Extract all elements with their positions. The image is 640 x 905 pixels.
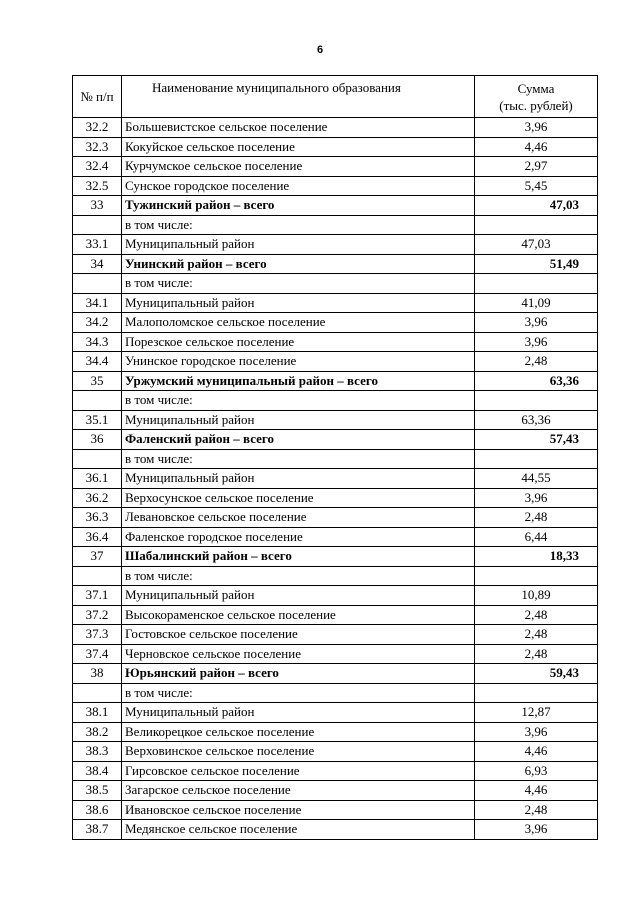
row-sum: 47,03 — [475, 235, 598, 255]
table-row — [73, 800, 598, 820]
table-header — [73, 76, 598, 118]
row-sum: 59,43 — [475, 664, 598, 684]
column-header-sum-line2: (тыс. рублей) — [499, 97, 573, 113]
column-header-sum — [475, 76, 598, 118]
table-row — [73, 605, 598, 625]
row-sum: 2,97 — [475, 157, 598, 177]
table-row — [73, 293, 598, 313]
row-sum — [475, 566, 598, 586]
header-row — [73, 76, 598, 118]
row-name: в том числе: — [122, 391, 475, 411]
row-sum: 10,89 — [475, 586, 598, 606]
row-sum: 47,03 — [475, 196, 598, 216]
table-row — [73, 235, 598, 255]
row-number: 35 — [73, 371, 122, 391]
row-number: 38.4 — [73, 761, 122, 781]
row-name: Черновское сельское поселение — [122, 644, 475, 664]
budget-table — [72, 75, 598, 840]
table-row — [73, 761, 598, 781]
row-sum: 3,96 — [475, 820, 598, 840]
row-number — [73, 566, 122, 586]
row-number: 37.3 — [73, 625, 122, 645]
row-number: 38.2 — [73, 722, 122, 742]
row-sum: 2,48 — [475, 605, 598, 625]
row-sum — [475, 449, 598, 469]
row-sum: 51,49 — [475, 254, 598, 274]
row-number: 32.3 — [73, 137, 122, 157]
row-number — [73, 215, 122, 235]
table-row — [73, 508, 598, 528]
row-number: 34.1 — [73, 293, 122, 313]
table-row — [73, 410, 598, 430]
row-sum: 63,36 — [475, 410, 598, 430]
row-number: 36.3 — [73, 508, 122, 528]
row-number: 38.3 — [73, 742, 122, 762]
row-name: Ивановское сельское поселение — [122, 800, 475, 820]
row-number: 38 — [73, 664, 122, 684]
table-row — [73, 176, 598, 196]
row-sum: 44,55 — [475, 469, 598, 489]
row-number: 33 — [73, 196, 122, 216]
row-name: Муниципальный район — [122, 469, 475, 489]
table-row — [73, 703, 598, 723]
row-sum: 5,45 — [475, 176, 598, 196]
row-name: в том числе: — [122, 215, 475, 235]
row-number: 36.4 — [73, 527, 122, 547]
row-name: Муниципальный район — [122, 235, 475, 255]
row-sum: 2,48 — [475, 800, 598, 820]
row-number: 34.4 — [73, 352, 122, 372]
page-number: 6 — [316, 44, 324, 56]
table-row — [73, 352, 598, 372]
row-sum: 63,36 — [475, 371, 598, 391]
row-number: 38.1 — [73, 703, 122, 723]
table-row — [73, 254, 598, 274]
table-row — [73, 449, 598, 469]
row-sum: 3,96 — [475, 118, 598, 138]
row-name: Высокораменское сельское поселение — [122, 605, 475, 625]
row-sum: 12,87 — [475, 703, 598, 723]
row-name: Медянское сельское поселение — [122, 820, 475, 840]
row-number: 38.7 — [73, 820, 122, 840]
column-header-name: Наименование муниципального образования — [122, 76, 475, 118]
table-body — [73, 118, 598, 840]
row-name: Порезское сельское поселение — [122, 332, 475, 352]
row-number — [73, 391, 122, 411]
row-number: 34.3 — [73, 332, 122, 352]
table-row — [73, 527, 598, 547]
table-row — [73, 625, 598, 645]
column-header-number: № п/п — [73, 76, 122, 118]
row-number — [73, 274, 122, 294]
row-name: Унинский район – всего — [122, 254, 475, 274]
table-row — [73, 781, 598, 801]
table-row — [73, 215, 598, 235]
row-name: Малополомское сельское поселение — [122, 313, 475, 333]
row-name: Юрьянский район – всего — [122, 664, 475, 684]
row-sum: 3,96 — [475, 722, 598, 742]
row-sum: 6,93 — [475, 761, 598, 781]
table-row — [73, 683, 598, 703]
row-name: Фаленское городское поселение — [122, 527, 475, 547]
column-header-sum-line1: Сумма — [517, 80, 555, 96]
row-name: Гостовское сельское поселение — [122, 625, 475, 645]
row-sum: 3,96 — [475, 313, 598, 333]
row-sum — [475, 683, 598, 703]
row-name: Муниципальный район — [122, 703, 475, 723]
row-sum: 4,46 — [475, 137, 598, 157]
row-name: Большевистское сельское поселение — [122, 118, 475, 138]
table-row — [73, 313, 598, 333]
table-row — [73, 664, 598, 684]
row-number: 36.2 — [73, 488, 122, 508]
row-sum: 3,96 — [475, 332, 598, 352]
row-name: Кокуйское сельское поселение — [122, 137, 475, 157]
table-row — [73, 820, 598, 840]
row-name: Фаленский район – всего — [122, 430, 475, 450]
row-name: Загарское сельское поселение — [122, 781, 475, 801]
row-name: Курчумское сельское поселение — [122, 157, 475, 177]
row-sum: 2,48 — [475, 625, 598, 645]
row-name: Муниципальный район — [122, 586, 475, 606]
row-name: Верхосунское сельское поселение — [122, 488, 475, 508]
row-name: в том числе: — [122, 566, 475, 586]
table-row — [73, 547, 598, 567]
table-row — [73, 157, 598, 177]
row-name: в том числе: — [122, 449, 475, 469]
row-sum: 2,48 — [475, 352, 598, 372]
table-row — [73, 118, 598, 138]
table-row — [73, 196, 598, 216]
row-sum — [475, 391, 598, 411]
row-number — [73, 683, 122, 703]
row-sum: 4,46 — [475, 781, 598, 801]
row-number: 33.1 — [73, 235, 122, 255]
row-name: Муниципальный район — [122, 293, 475, 313]
row-name: в том числе: — [122, 683, 475, 703]
row-number — [73, 449, 122, 469]
table-row — [73, 586, 598, 606]
row-number: 36 — [73, 430, 122, 450]
row-number: 37.1 — [73, 586, 122, 606]
row-name: Верховинское сельское поселение — [122, 742, 475, 762]
row-sum: 41,09 — [475, 293, 598, 313]
table-row — [73, 566, 598, 586]
row-name: Тужинский район – всего — [122, 196, 475, 216]
row-number: 32.4 — [73, 157, 122, 177]
table-row — [73, 722, 598, 742]
row-number: 32.2 — [73, 118, 122, 138]
row-sum: 4,46 — [475, 742, 598, 762]
row-number: 35.1 — [73, 410, 122, 430]
row-number: 37.2 — [73, 605, 122, 625]
table-row — [73, 469, 598, 489]
row-sum: 18,33 — [475, 547, 598, 567]
row-number: 37 — [73, 547, 122, 567]
row-name: Гирсовское сельское поселение — [122, 761, 475, 781]
table-row — [73, 644, 598, 664]
row-sum: 3,96 — [475, 488, 598, 508]
row-name: Левановское сельское поселение — [122, 508, 475, 528]
row-sum: 2,48 — [475, 508, 598, 528]
row-sum: 57,43 — [475, 430, 598, 450]
row-name: Сунское городское поселение — [122, 176, 475, 196]
table-row — [73, 137, 598, 157]
table-row — [73, 274, 598, 294]
row-number: 34 — [73, 254, 122, 274]
row-number: 38.6 — [73, 800, 122, 820]
row-name: Великорецкое сельское поселение — [122, 722, 475, 742]
table-row — [73, 742, 598, 762]
row-number: 37.4 — [73, 644, 122, 664]
row-number: 36.1 — [73, 469, 122, 489]
row-number: 38.5 — [73, 781, 122, 801]
row-sum — [475, 274, 598, 294]
row-name: Уржумский муниципальный район – всего — [122, 371, 475, 391]
row-name: Шабалинский район – всего — [122, 547, 475, 567]
row-number: 32.5 — [73, 176, 122, 196]
table-row — [73, 430, 598, 450]
table-row — [73, 391, 598, 411]
table-row — [73, 332, 598, 352]
row-sum — [475, 215, 598, 235]
row-name: Унинское городское поселение — [122, 352, 475, 372]
row-sum: 6,44 — [475, 527, 598, 547]
table-row — [73, 371, 598, 391]
table-row — [73, 488, 598, 508]
row-name: в том числе: — [122, 274, 475, 294]
row-number: 34.2 — [73, 313, 122, 333]
row-sum: 2,48 — [475, 644, 598, 664]
row-name: Муниципальный район — [122, 410, 475, 430]
